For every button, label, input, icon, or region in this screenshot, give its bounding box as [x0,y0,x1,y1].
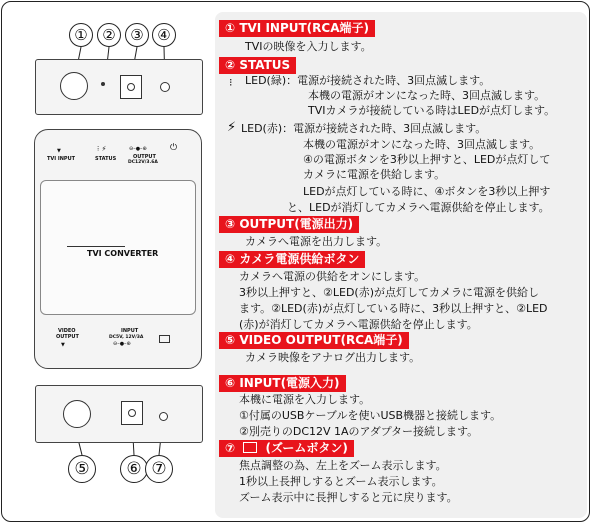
section-4-line-2: 3秒以上押すと、②LED(赤)が点灯してカメラに電源を供給し [239,286,539,299]
section-2-line-9: と、LEDが消灯してカメラへ電源供給を停止します。 [287,201,550,214]
section-2-line-6: ④の電源ボタンを3秒以上押すと、LEDが点灯して [303,153,551,166]
section-2-line-7: カメラに電源を供給します。 [303,168,446,181]
led-red-bolt-icon: ⚡ [227,120,237,135]
input-polarity-icon: ⊖–●–⊕ [113,341,131,347]
section-1-line-1: TVIの映像を入力します。 [245,40,372,53]
callout-5: ⑤ [68,455,96,483]
callout-3: ③ [125,23,149,47]
section-2-title: ② STATUS [219,57,296,74]
zoom-button-icon [243,442,257,453]
label-tvi-input: TVI INPUT [47,156,76,162]
device-top-view [34,129,202,369]
callout-2: ② [97,23,121,47]
section-5-title: ⑤ VIDEO OUTPUT(RCA端子) [219,332,409,349]
section-7-number: ⑦ [225,441,236,455]
section-6-title: ⑥ INPUT(電源入力) [219,375,346,392]
label-output: OUTPUT [133,154,156,160]
section-4-line-3: ます。②LED(赤)が点灯している時に、3秒以上押すと、②LED [239,302,548,315]
section-2-line-2: 本機の電源がオンになった時、3回点滅します。 [308,89,546,102]
device-name: TVI CONVERTER [87,249,159,258]
dc-output-port [120,75,142,99]
section-2-line-5: 本機の電源がオンになった時、3回点滅します。 [303,138,541,151]
label-status: STATUS [95,156,117,162]
description-panel [215,12,587,518]
led-green-icon: ⁝ [229,76,233,89]
device-bottom-end-view [35,385,203,443]
section-4-line-1: カメラへ電源の供給をオンにします。 [239,270,426,283]
label-input: INPUT [121,328,139,334]
section-7-title-text: (ズームボタン) [265,441,348,455]
label-input-spec: DC5V, 12V/3A [109,335,144,340]
section-2-line-1: LED(緑)：電源が接続された時、3回点滅します。 [245,74,491,87]
rca-input-jack [60,72,88,100]
rca-video-output-jack [63,400,91,428]
callout-7: ⑦ [145,455,173,483]
power-button-4 [160,82,170,92]
device-face-panel [40,180,196,315]
section-2-line-8: LEDが点灯している時に、④ボタンを3秒以上押す [303,185,551,198]
section-6-line-1: 本機に電源を入力します。 [239,393,371,406]
label-output-spec: DC12V/3.6A [128,160,158,165]
section-4-line-4: (赤)が消灯してカメラへ電源供給を停止します。 [239,318,478,331]
section-5-line-1: カメラ映像をアナログ出力します。 [245,351,421,364]
power-symbol-icon: ⏻ [170,143,178,153]
device-top-end-view [35,59,203,115]
section-7-line-1: 焦点調整の為、左上をズーム表示します。 [239,459,447,472]
device-diagram-panel [2,2,214,523]
zoom-button-icon [159,335,170,343]
section-7-line-2: 1秒以上長押しするとズーム表示します。 [239,475,443,488]
label-video-output-2: OUTPUT [56,334,79,340]
dc-input-port [121,401,143,425]
status-icons: ⁝ ⚡ [97,145,107,153]
section-6-line-3: ②別売りのDC12V 1Aのアダプター接続します。 [239,425,479,438]
name-underline [67,246,125,247]
zoom-button [159,412,168,421]
section-3-line-1: カメラへ電源を出力します。 [245,235,388,248]
section-1-title: ① TVI INPUT(RCA端子) [219,20,375,37]
section-2-line-3: TVIカメラが接続している時はLEDが点灯します。 [308,104,556,117]
section-2-line-4: LED(赤)：電源が接続された時、3回点滅します。 [241,122,487,135]
section-7-title [219,440,354,457]
callout-6: ⑥ [120,455,148,483]
section-4-title: ④ カメラ電源供給ボタン [219,251,365,268]
callout-4: ④ [152,23,176,47]
section-3-title: ③ OUTPUT(電源出力) [219,216,359,233]
section-7-line-3: ズーム表示中に長押しすると元に戻ります。 [239,491,458,504]
tvi-input-arrow-icon: ▼ [57,148,61,154]
figure-frame [1,1,590,522]
label-video-output-1: VIDEO [58,328,76,334]
dc-polarity-icon: ⊖–●–⊕ [129,146,147,152]
video-output-arrow-icon: ▼ [61,342,65,348]
status-led-dot [101,82,105,86]
section-6-line-2: ①付属のUSBケーブルを使いUSB機器と接続します。 [239,409,502,422]
callout-1: ① [69,23,93,47]
